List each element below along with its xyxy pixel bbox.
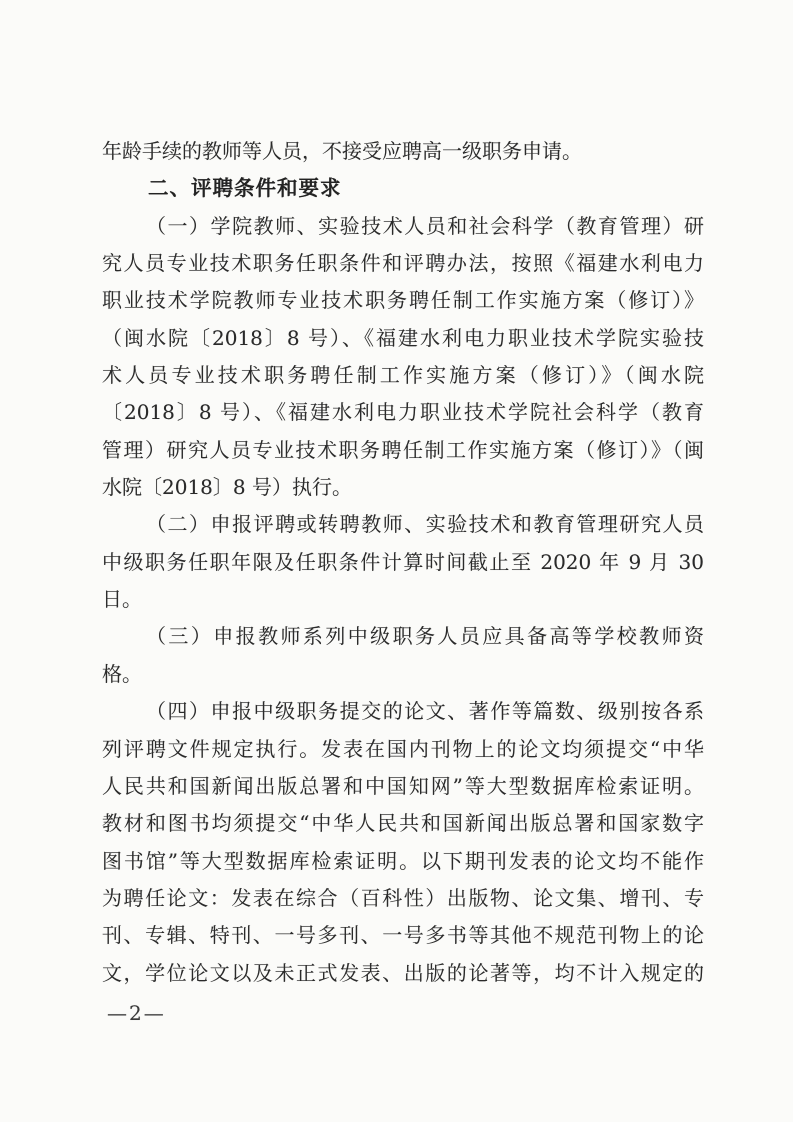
page-number: —2— [107, 1001, 166, 1025]
text-line: 管理）研究人员专业技术职务聘任制工作实施方案（修订）》（闽 [102, 437, 704, 462]
text-line: 职业技术学院教师专业技术职务聘任制工作实施方案（修订）》 [102, 288, 704, 313]
text-line: 列评聘文件规定执行。发表在国内刊物上的论文均须提交“中华 [102, 736, 704, 761]
text-line: 究人员专业技术职务任职条件和评聘办法，按照《福建水利电力 [102, 251, 704, 276]
text-line: 人民共和国新闻出版总署和中国知网”等大型数据库检索证明。 [102, 773, 704, 798]
text-line: 为聘任论文：发表在综合（百科性）出版物、论文集、增刊、专 [102, 885, 704, 910]
text-line: 教材和图书均须提交“中华人民共和国新闻出版总署和国家数字 [102, 811, 704, 836]
document-body [102, 133, 704, 992]
text-line: 〔2018〕8 号）、《福建水利电力职业技术学院社会科学（教育 [102, 400, 704, 425]
text-line: （三）申报教师系列中级职务人员应具备高等学校教师资 [146, 624, 704, 649]
text-line: 图书馆”等大型数据库检索证明。以下期刊发表的论文均不能作 [102, 848, 704, 873]
text-line: （闽水院〔2018〕8 号）、《福建水利电力职业技术学院实验技 [102, 325, 704, 350]
text-line: 日。 [102, 587, 142, 612]
text-line: 年龄手续的教师等人员，不接受应聘高一级职务申请。 [102, 139, 582, 163]
text-line: （二）申报评聘或转聘教师、实验技术和教育管理研究人员 [146, 512, 704, 537]
text-line: 中级职务任职年限及任职条件计算时间截止至 2020 年 9 月 30 [102, 549, 704, 574]
text-line: （四）申报中级职务提交的论文、著作等篇数、级别按各系 [146, 699, 704, 724]
text-line: 术人员专业技术职务聘任制工作实施方案（修订）》（闽水院 [102, 363, 704, 388]
text-line: （一）学院教师、实验技术人员和社会科学（教育管理）研 [146, 213, 704, 238]
section-heading: 二、评聘条件和要求 [148, 176, 342, 201]
text-line: 水院〔2018〕8 号）执行。 [102, 475, 352, 500]
text-line: 文，学位论文以及未正式发表、出版的论著等，均不计入规定的 [102, 960, 704, 985]
text-line: 格。 [102, 661, 142, 686]
text-line: 刊、专辑、特刊、一号多刊、一号多书等其他不规范刊物上的论 [102, 923, 704, 948]
